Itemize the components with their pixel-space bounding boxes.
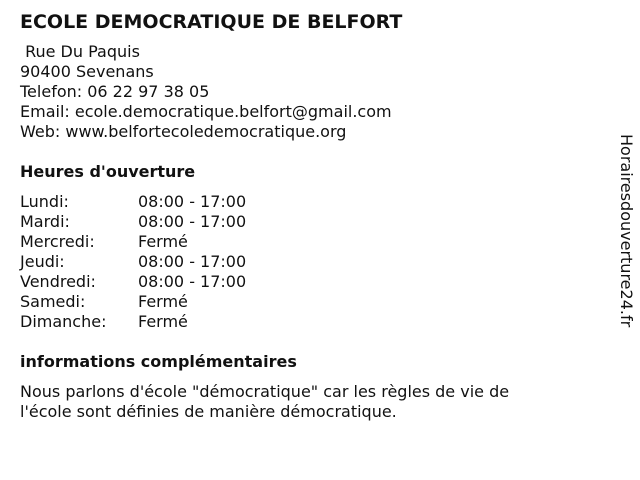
- hours-time: 08:00 - 17:00: [138, 272, 247, 291]
- hours-day: Dimanche:: [20, 312, 107, 331]
- hours-time: 08:00 - 17:00: [138, 192, 247, 211]
- info-heading: informations complémentaires: [20, 352, 297, 371]
- hours-row-tuesday: [20, 212, 580, 232]
- address-city: 90400 Sevenans: [20, 62, 154, 81]
- hours-time: Fermé: [138, 292, 188, 311]
- hours-time: 08:00 - 17:00: [138, 252, 247, 271]
- website: Web: www.belfortecoledemocratique.org: [20, 122, 347, 141]
- hours-day: Samedi:: [20, 292, 86, 311]
- hours-row-monday: [20, 192, 580, 212]
- email-address: Email: ecole.democratique.belfort@gmail.com: [20, 102, 392, 121]
- hours-day: Lundi:: [20, 192, 69, 211]
- hours-heading: Heures d'ouverture: [20, 162, 196, 181]
- hours-day: Mercredi:: [20, 232, 95, 251]
- hours-day: Vendredi:: [20, 272, 96, 291]
- hours-day: Mardi:: [20, 212, 70, 231]
- business-title: ECOLE DEMOCRATIQUE DE BELFORT: [20, 11, 403, 33]
- hours-row-sunday: [20, 312, 580, 332]
- info-description: Nous parlons d'école "démocratique" car les règles de vie de l'école sont définies de manière démocratique.: [20, 382, 510, 421]
- hours-row-wednesday: [20, 232, 580, 252]
- address-street: Rue Du Paquis: [20, 42, 140, 61]
- hours-time: Fermé: [138, 312, 188, 331]
- phone-number: Telefon: 06 22 97 38 05: [20, 82, 210, 101]
- hours-row-friday: [20, 272, 580, 292]
- hours-row-saturday: [20, 292, 580, 312]
- hours-row-thursday: [20, 252, 580, 272]
- hours-time: 08:00 - 17:00: [138, 212, 247, 231]
- business-card: [20, 10, 580, 422]
- hours-time: Fermé: [138, 232, 188, 251]
- side-watermark-text: Horairesdouverture24.fr: [617, 134, 636, 328]
- hours-day: Jeudi:: [20, 252, 65, 271]
